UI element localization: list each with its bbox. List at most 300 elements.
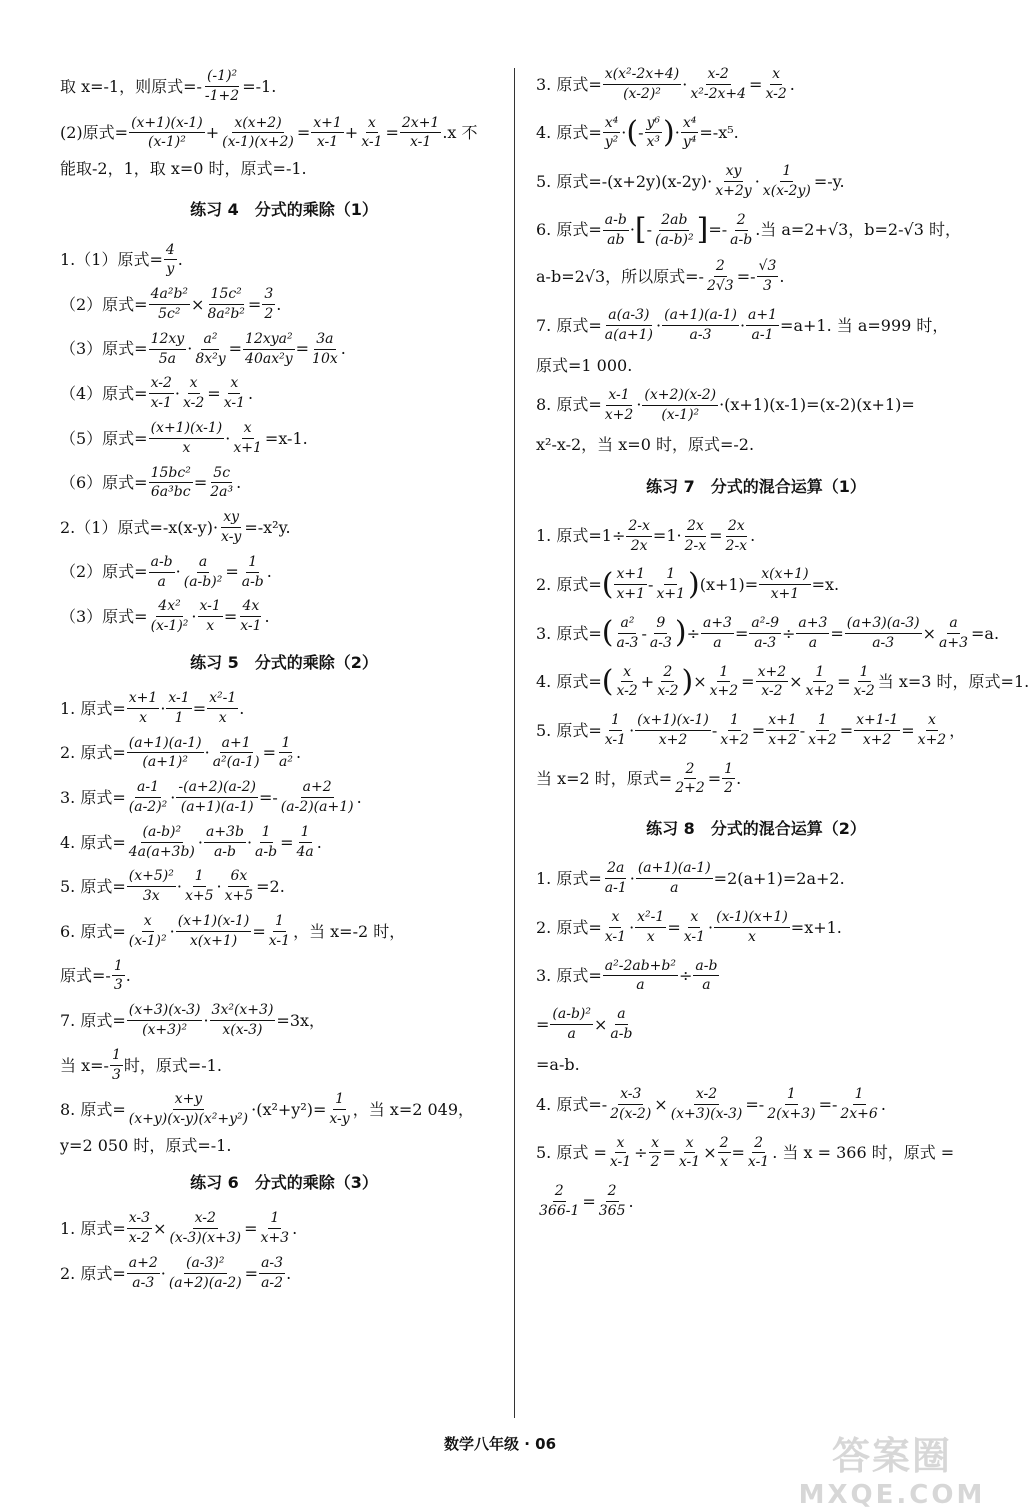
num: a-b [603, 212, 629, 231]
answer-8-2 [536, 909, 976, 946]
fraction [127, 824, 197, 861]
answer-4-1-6 [60, 465, 508, 502]
num: 2 [661, 664, 674, 683]
answer-6-2 [60, 1255, 508, 1292]
op: · [225, 428, 231, 448]
fraction [654, 566, 687, 603]
fraction [636, 860, 713, 897]
fraction [796, 615, 829, 652]
op: · [739, 315, 746, 335]
den: 8a²b² [207, 305, 245, 322]
text: 5. 原式= [536, 720, 602, 740]
fraction [176, 913, 252, 950]
text: 取 x=-1，则原式=- [60, 76, 202, 96]
answer-8-3 [536, 958, 976, 995]
den: a(a+1) [604, 326, 654, 343]
fraction [614, 615, 640, 652]
fraction [662, 307, 739, 344]
num: y⁶ [645, 115, 663, 134]
section-heading: 练习 5 分式的乘除（2） [190, 652, 378, 672]
num: a²-9 [749, 615, 781, 634]
text: . [266, 562, 272, 582]
num: a+1 [220, 735, 253, 754]
den: 5c² [158, 305, 181, 322]
op: · [656, 315, 662, 335]
op: = [662, 1143, 676, 1163]
text: （3）原式= [60, 339, 148, 359]
fraction [149, 598, 191, 635]
den: x+2 [709, 683, 739, 700]
answer-5-8-result [60, 1136, 508, 1155]
den: (x+3)(x-3) [670, 1105, 743, 1122]
text: =-x²y. [244, 517, 291, 537]
den: x-y [221, 528, 242, 545]
text: 5. 原式 = [536, 1143, 607, 1163]
num: (x+5)² [127, 868, 176, 887]
op: · [160, 698, 166, 718]
fraction [648, 615, 674, 652]
fraction [677, 1135, 702, 1172]
den: x-1 [316, 134, 339, 151]
den: a [670, 880, 679, 897]
den: (x-1)² [128, 932, 167, 949]
text: . [236, 473, 242, 493]
text: =2(a+1)=2a+2. [713, 869, 845, 889]
num: x(x²-2x+4) [603, 66, 682, 85]
left-paren: ( [601, 615, 614, 651]
answer-8-3-step [536, 1006, 976, 1043]
fraction [937, 615, 970, 652]
text: =a+1. 当 a=999 时， [780, 315, 949, 335]
answer-6-3 [536, 66, 976, 103]
num: 4a²b² [149, 286, 190, 305]
num: 1 [609, 712, 622, 731]
op: + [640, 672, 655, 692]
right-paren: ) [674, 615, 687, 651]
fraction [204, 824, 246, 861]
den: x-1 [604, 731, 627, 748]
num: x [188, 375, 200, 394]
num: x [770, 66, 782, 85]
fraction [259, 1210, 292, 1247]
op: = [734, 623, 749, 643]
op: · [187, 339, 193, 359]
right-paren: ) [687, 566, 700, 602]
den: x+2y [715, 182, 752, 199]
num: 3x²(x+3) [210, 1002, 276, 1021]
fraction [603, 860, 629, 897]
fraction [129, 115, 205, 152]
den: (x-1)² [150, 618, 189, 635]
den: a-2 [261, 1274, 284, 1291]
num: xy [221, 509, 241, 528]
fraction [277, 735, 295, 772]
den: (a-2)² [128, 799, 168, 816]
answer-4-1-4 [60, 375, 508, 412]
text: =-x⁵. [699, 123, 739, 143]
num: x [615, 1135, 627, 1154]
op: · [708, 917, 714, 937]
fraction [149, 420, 225, 457]
answer-8-4 [536, 1086, 976, 1123]
num: 9 [654, 615, 667, 634]
den: 2x+6 [840, 1105, 878, 1122]
num: 1 [785, 1086, 798, 1105]
op: = [741, 672, 755, 692]
text: 3. 原式= [536, 74, 602, 94]
answer-8-3-result [536, 1055, 976, 1074]
num: a-1 [135, 779, 161, 798]
op: = [707, 769, 722, 789]
text: (2)原式= [60, 123, 129, 143]
num: 2 [735, 212, 748, 231]
fraction [681, 115, 699, 152]
fraction [164, 242, 177, 279]
fraction [279, 779, 356, 816]
num: 1 [717, 664, 730, 683]
fraction [626, 518, 652, 555]
op: =- [818, 1094, 838, 1114]
den: 2 [650, 1154, 660, 1171]
fraction [149, 286, 190, 323]
fraction [724, 518, 750, 555]
answer-5-6 [60, 913, 508, 950]
num: 1 [260, 824, 273, 843]
num: 2x [726, 518, 747, 537]
answer-4-1-5 [60, 420, 508, 457]
text: 当 x=- [60, 1055, 109, 1075]
text: （2）原式= [60, 294, 148, 314]
num: √3 [757, 258, 779, 277]
num: x+2 [756, 664, 789, 683]
op: = [228, 339, 243, 359]
text: . [247, 384, 254, 404]
den: (x-2)² [623, 85, 661, 102]
fraction [193, 331, 227, 368]
den: (x-3)(x+3) [169, 1230, 242, 1247]
num: x [688, 909, 700, 928]
fraction [167, 1210, 243, 1247]
op: =- [258, 787, 278, 807]
fraction [294, 824, 315, 861]
fraction [761, 163, 813, 200]
text: . [880, 1094, 886, 1114]
den: x+1 [616, 586, 646, 603]
den: 1 [174, 709, 184, 726]
den: (x-1)² [661, 406, 700, 423]
op: · [629, 720, 635, 740]
text: . [340, 339, 346, 359]
answer-5-5 [60, 868, 508, 905]
fraction [127, 779, 170, 816]
fraction [127, 1255, 160, 1292]
text: 当 x=2 时，原式= [536, 769, 673, 789]
den: x-1 [683, 928, 706, 945]
fraction [854, 712, 900, 749]
num: x(x+1) [759, 566, 810, 585]
fraction [603, 115, 621, 152]
den: x+1 [770, 586, 800, 603]
answer-5-4 [60, 824, 508, 861]
num: a+1 [746, 307, 779, 326]
fraction [182, 554, 225, 591]
num: (x+2)(x-2) [642, 387, 718, 406]
num: (x+3)(x-3) [127, 1002, 203, 1021]
op: - [711, 720, 718, 740]
fraction [728, 212, 754, 249]
den: 2+2 [675, 780, 705, 797]
watermark-url: MXQE.COM [798, 1480, 986, 1510]
den: x-2 [761, 683, 783, 700]
den: x²-2x+4 [690, 85, 747, 102]
num: 4 [164, 242, 177, 261]
num: 2a [605, 860, 626, 879]
fraction [603, 307, 655, 344]
fraction [614, 664, 639, 701]
answer-5-7 [60, 1002, 508, 1039]
den: x+5 [184, 888, 214, 905]
den: y [166, 261, 175, 278]
den: a-3 [872, 634, 895, 651]
den: y⁴ [682, 134, 697, 151]
fraction [645, 115, 663, 152]
section-title-8 [536, 819, 976, 838]
fraction [603, 387, 636, 424]
num: x+1 [127, 690, 160, 709]
num: 1 [112, 958, 125, 977]
fraction [262, 286, 275, 323]
section-heading: 练习 8 分式的混合运算（2） [646, 819, 866, 839]
den: 365 [598, 1203, 626, 1220]
fraction [537, 1183, 581, 1220]
fraction [176, 779, 258, 816]
text: . [789, 74, 795, 94]
num: x+1-1 [854, 712, 900, 731]
num: a² [201, 331, 219, 350]
den: x-1 [409, 134, 432, 151]
num: x [926, 712, 938, 731]
op: - [799, 720, 806, 740]
num: a+3 [701, 615, 734, 634]
num: x [366, 115, 378, 134]
fraction [722, 761, 735, 798]
den: a+3 [939, 634, 968, 651]
fraction [718, 712, 751, 749]
den: x [218, 709, 227, 726]
num: (a-3)² [184, 1255, 227, 1274]
num: (x+1)(x-1) [149, 420, 225, 439]
text: a-b=2√3，所以原式=- [536, 267, 704, 287]
op: - [648, 575, 654, 595]
answer-5-6-result [60, 958, 508, 995]
text: 1. 原式= [60, 1219, 126, 1239]
fraction [642, 387, 718, 424]
fraction [804, 664, 837, 701]
fraction [756, 664, 789, 701]
num: 2 [752, 1135, 765, 1154]
num: a+2 [127, 1255, 160, 1274]
answer-4-1-3 [60, 331, 508, 368]
text: = [536, 1014, 550, 1034]
den: 4a(a+3b) [128, 843, 195, 860]
answer-4-1-2 [60, 286, 508, 323]
left-paren: ( [626, 114, 639, 150]
fraction [400, 115, 441, 152]
text: . [276, 294, 282, 314]
text: . [779, 267, 785, 287]
op: = [225, 562, 239, 582]
den: a-1 [751, 326, 774, 343]
num: a [947, 615, 959, 634]
op: = [751, 720, 766, 740]
text: 当 x=3 时，原式=1. [877, 672, 1029, 692]
text: 1. 原式=1÷ [536, 526, 626, 546]
fraction [240, 554, 266, 591]
num: a+2 [301, 779, 334, 798]
text: . [295, 743, 302, 763]
num: 5c [211, 465, 232, 484]
line-take-x [60, 68, 508, 105]
den: 2(x-2) [610, 1105, 652, 1122]
answer-7-5-result [536, 761, 976, 798]
den: (a+1)(a-1) [180, 799, 254, 816]
num: x+1 [766, 712, 799, 731]
num: 1 [858, 664, 871, 683]
num: x [142, 913, 154, 932]
op: · [204, 743, 210, 763]
answer-6-8-result [536, 435, 976, 454]
op: = [223, 607, 238, 627]
den: a²(a-1) [212, 754, 260, 771]
num: 2x+1 [400, 115, 441, 134]
watermark-logo [792, 1425, 992, 1510]
answer-4-2-2 [60, 554, 508, 591]
fraction [765, 1086, 817, 1123]
op: - [646, 220, 653, 240]
den: a [567, 1026, 576, 1043]
den: 4a [296, 843, 314, 860]
right-bracket: ] [696, 212, 709, 248]
text: =a-b. [536, 1054, 580, 1074]
num: 1 [333, 1091, 346, 1110]
fraction [614, 566, 647, 603]
text: 5. 原式= [60, 877, 126, 897]
op: = [830, 623, 844, 643]
den: x+2 [862, 731, 892, 748]
fraction [238, 598, 263, 635]
num: 1 [273, 913, 286, 932]
text: 2. 原式= [536, 917, 602, 937]
den: x-2 [657, 683, 679, 700]
fraction [655, 664, 680, 701]
den: x-1 [747, 1154, 770, 1171]
fraction [746, 1135, 771, 1172]
text: 能取-2，1，取 x=0 时，原式=-1. [60, 159, 307, 179]
op: ·(x²+y²)= [251, 1100, 327, 1120]
num: a² [618, 615, 636, 634]
num: 2 [718, 1135, 731, 1154]
den: x-1 [150, 395, 172, 412]
text: =x. [811, 575, 840, 595]
num: (x+1)(x-1) [635, 712, 711, 731]
num: x-1 [606, 387, 631, 406]
num: 3a [314, 331, 335, 350]
fraction [127, 735, 204, 772]
den: a-3 [132, 1274, 155, 1291]
section-title-4 [60, 200, 508, 219]
fraction [749, 615, 781, 652]
num: 15bc² [149, 465, 193, 484]
num: x⁴ [603, 115, 621, 134]
op: · [197, 832, 203, 852]
den: a-b [730, 231, 753, 248]
op: = [731, 1143, 745, 1163]
fraction [127, 1002, 203, 1039]
op: × [789, 672, 803, 692]
text: . [286, 1263, 292, 1283]
op: × [693, 672, 707, 692]
text: 4. 原式= [536, 672, 602, 692]
op: · [629, 917, 635, 937]
text: x²-x-2，当 x=0 时，原式=-2. [536, 435, 755, 455]
op: = [207, 384, 221, 404]
fraction [603, 212, 629, 249]
den: ab [607, 231, 625, 248]
den: x [720, 1154, 728, 1171]
den: x+3 [260, 1230, 290, 1247]
num: x-2 [149, 375, 174, 394]
num: 2x [685, 518, 706, 537]
fraction [673, 761, 707, 798]
num: x-2 [694, 1086, 719, 1105]
text: . [177, 250, 183, 270]
text: . [239, 698, 245, 718]
text: 6. 原式= [536, 220, 602, 240]
fraction [806, 712, 839, 749]
fraction [718, 1135, 731, 1172]
right-paren: ) [681, 663, 694, 699]
num: x+1 [311, 115, 344, 134]
num: a-b [149, 554, 175, 573]
num: xy [724, 163, 744, 182]
den: 3 [113, 977, 123, 994]
num: 1 [193, 868, 206, 887]
num: 3 [262, 286, 275, 305]
num: x [684, 1135, 696, 1154]
op: = [749, 74, 763, 94]
op: =- [745, 1094, 765, 1114]
fraction [603, 909, 628, 946]
op: + [205, 123, 220, 143]
num: 1 [299, 824, 312, 843]
answer-8-1 [536, 860, 976, 897]
fraction [253, 824, 279, 861]
text: 4. 原式=- [536, 1094, 608, 1114]
den: 3 [762, 278, 772, 295]
op: ÷ [781, 623, 796, 643]
op: · [754, 171, 760, 191]
num: x-3 [618, 1086, 643, 1105]
op: · [629, 869, 635, 889]
num: a+3 [796, 615, 829, 634]
num: x²-1 [635, 909, 666, 928]
num: x-1 [166, 690, 191, 709]
den: x-2 [128, 1230, 151, 1247]
section-title-7 [536, 477, 976, 496]
op: =- [736, 267, 756, 287]
num: 2 [606, 1183, 619, 1202]
text: y=2 050 时，原式=-1. [60, 1136, 232, 1156]
